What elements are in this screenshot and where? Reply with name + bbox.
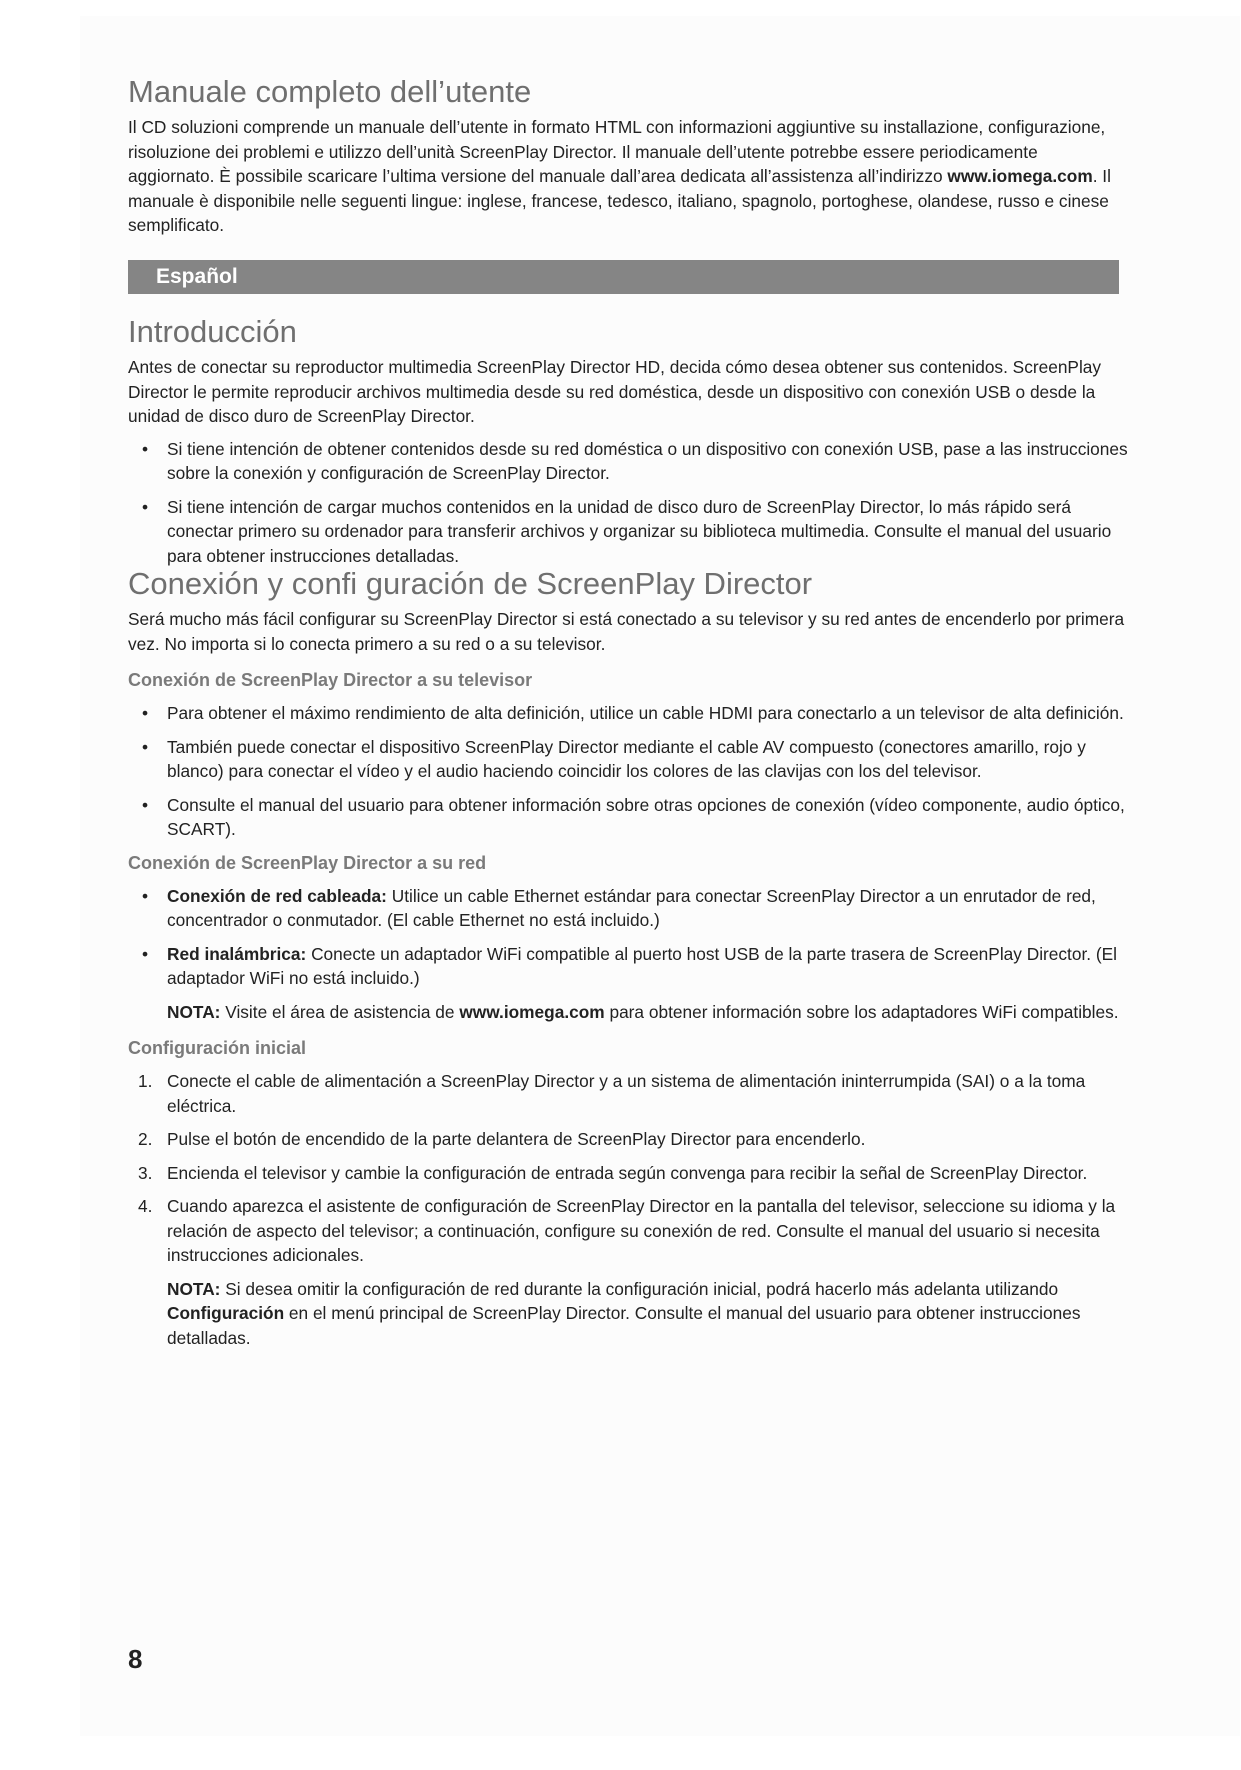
list-item xyxy=(128,437,1128,486)
list-item-label: Red inalámbrica: xyxy=(167,943,307,964)
list-item-label: Conexión de red cableada: xyxy=(167,885,387,906)
list-item xyxy=(128,1127,1128,1152)
bullet-icon: • xyxy=(142,438,149,459)
note-label: NOTA: xyxy=(167,1278,221,1299)
note-text-end: para obtener información sobre los adaptadores WiFi compatibles. xyxy=(604,1001,1119,1022)
list-item xyxy=(128,701,1128,726)
list-item xyxy=(128,1194,1128,1268)
italian-title: Manuale completo dell’utente xyxy=(128,74,532,109)
setup-section xyxy=(128,566,1128,1350)
bullet-icon: • xyxy=(142,736,149,757)
bullet-icon: • xyxy=(142,794,149,815)
list-item-text: También puede conectar el dispositivo ScreenPlay Director mediante el cable AV compuesto (conectores amarillo, rojo y blanco) para conectar el vídeo y el audio haciendo coincidir los colores de las clavijas con los del televisor. xyxy=(167,736,1086,781)
iomega-link[interactable]: www.iomega.com xyxy=(459,1001,605,1022)
note-label: NOTA: xyxy=(167,1001,221,1022)
note-text: Visite el área de asistencia de xyxy=(220,1001,460,1022)
manual-page xyxy=(80,16,1240,1736)
step-text: Conecte el cable de alimentación a ScreenPlay Director y a un sistema de alimentación ininterrumpida (SAI) o a la toma eléctrica. xyxy=(167,1071,1086,1116)
step-text: Pulse el botón de encendido de la parte delantera de ScreenPlay Director para encenderlo. xyxy=(167,1129,866,1149)
intro-section xyxy=(128,314,1128,577)
bullet-icon: • xyxy=(142,885,149,906)
bullet-icon: • xyxy=(142,943,149,964)
list-item xyxy=(128,884,1128,933)
step-text: Cuando aparezca el asistente de configuración de ScreenPlay Director en la pantalla del televisor, seleccione su idioma y la relación de aspecto del televisor; a continuación, configure su conexión de red. Consulte el manual del usuario si necesita instrucciones adicionales. xyxy=(167,1196,1116,1265)
network-bullet-list xyxy=(128,884,1128,991)
list-item-text: Si tiene intención de obtener contenidos desde su red doméstica o un dispositivo con conexión USB, pase a las instrucciones sobre la conexión y configuración de ScreenPlay Director. xyxy=(167,438,1128,483)
setup-title: Conexión y confi guración de ScreenPlay Director xyxy=(128,566,813,601)
intro-bullet-list xyxy=(128,437,1128,569)
setup-steps-list xyxy=(128,1069,1128,1268)
list-item xyxy=(128,1161,1128,1186)
list-item xyxy=(128,1069,1128,1118)
list-item xyxy=(128,495,1128,569)
note-bold-term: Configuración xyxy=(167,1303,285,1323)
list-item-text: Utilice un cable Ethernet estándar para conectar ScreenPlay Director a un enrutador de red, concentrador o conmutador. (El cable Ethernet no está incluido.) xyxy=(167,885,1096,930)
list-item-text: Conecte un adaptador WiFi compatible al puerto host USB de la parte trasera de ScreenPlay Director. (El adaptador WiFi no está incluido.) xyxy=(167,943,1117,988)
list-item-text: Consulte el manual del usuario para obtener información sobre otras opciones de conexión (vídeo componente, audio óptico, SCART). xyxy=(167,794,1125,839)
network-heading: Conexión de ScreenPlay Director a su red xyxy=(128,852,487,873)
language-bar: Español xyxy=(128,260,1119,294)
page-number: 8 xyxy=(128,1644,143,1674)
step-number: 3. xyxy=(138,1162,153,1183)
initial-setup-heading: Configuración inicial xyxy=(128,1038,307,1058)
list-item xyxy=(128,793,1128,842)
list-item-text: Para obtener el máximo rendimiento de alta definición, utilice un cable HDMI para conectarlo a un televisor de alta definición. xyxy=(167,703,1124,723)
list-item xyxy=(128,735,1128,784)
intro-title: Introducción xyxy=(128,314,297,349)
intro-body: Antes de conectar su reproductor multimedia ScreenPlay Director HD, decida cómo desea obtener sus contenidos. ScreenPlay Director le permite reproducir archivos multimedia desde su red doméstica, desde un dispositivo con conexión USB o desde la unidad de disco duro de ScreenPlay Director. xyxy=(128,357,1102,426)
tv-bullet-list xyxy=(128,701,1128,842)
network-note xyxy=(128,1000,1128,1025)
step-number: 1. xyxy=(138,1071,153,1091)
initial-setup-note xyxy=(128,1277,1128,1351)
italian-section xyxy=(128,74,1128,238)
list-item-text: Si tiene intención de cargar muchos contenidos en la unidad de disco duro de ScreenPlay Director, lo más rápido será conectar primero su ordenador para transferir archivos y organizar su biblioteca multimedia. Consulte el manual del usuario para obtener instrucciones detalladas. xyxy=(167,496,1112,566)
note-text-end: en el menú principal de ScreenPlay Director. Consulte el manual del usuario para obtener instrucciones detalladas. xyxy=(167,1303,1081,1348)
italian-body-text: Il CD soluzioni comprende un manuale dell’utente in formato HTML con informazioni aggiuntive su installazione, configurazione, risoluzione dei problemi e utilizzo dell’unità ScreenPlay Director. Il manuale dell’utente potrebbe essere periodicamente aggiornato. È possibile scaricare l’ultima versione del manuale dall’area dedicata all’assistenza all’indirizzo xyxy=(128,117,1106,186)
italian-body-text-end: . Il manuale è disponibile nelle seguenti lingue: inglese, francese, tedesco, italiano, spagnolo, portoghese, olandese, russo e cinese semplificato. xyxy=(128,166,1111,235)
step-number: 4. xyxy=(138,1196,153,1216)
step-number: 2. xyxy=(138,1129,153,1149)
step-text: Encienda el televisor y cambie la configuración de entrada según convenga para recibir la señal de ScreenPlay Director. xyxy=(167,1162,1088,1183)
bullet-icon: • xyxy=(142,703,149,723)
iomega-link[interactable]: www.iomega.com xyxy=(947,166,1093,186)
setup-body: Será mucho más fácil configurar su ScreenPlay Director si está conectado a su televisor y su red antes de encenderlo por primera vez. No importa si lo conecta primero a su red o a su televisor. xyxy=(128,609,1125,654)
bullet-icon: • xyxy=(142,496,149,517)
tv-heading: Conexión de ScreenPlay Director a su televisor xyxy=(128,670,533,690)
list-item xyxy=(128,942,1128,991)
note-text: Si desea omitir la configuración de red durante la configuración inicial, podrá hacerlo más adelanta utilizando xyxy=(220,1278,1059,1299)
italian-body xyxy=(128,115,1128,238)
